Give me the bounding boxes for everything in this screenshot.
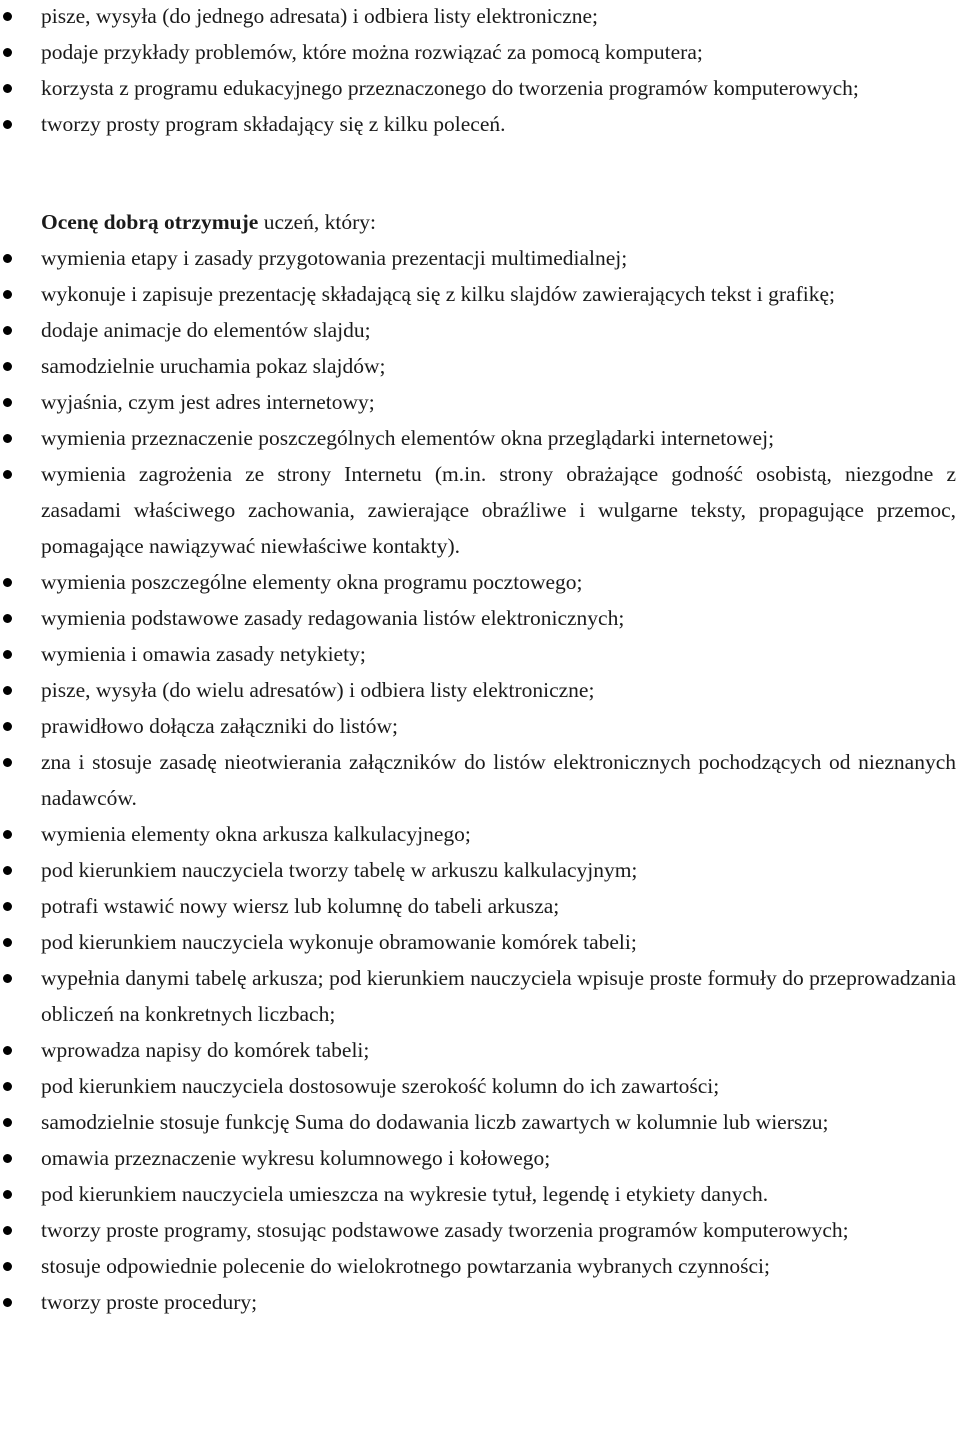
list-item-text: pod kierunkiem nauczyciela wykonuje obramowanie komórek tabeli; — [41, 930, 637, 954]
list-item-text: wypełnia danymi tabelę arkusza; pod kierunkiem nauczyciela wpisuje proste formuły do przeprowadzania obliczeń na konkretnych liczbach; — [41, 966, 956, 1026]
list-item-text: omawia przeznaczenie wykresu kolumnowego i kołowego; — [41, 1146, 551, 1170]
list-item — [0, 276, 960, 312]
list-item-text: wprowadza napisy do komórek tabeli; — [41, 1038, 370, 1062]
list-item — [0, 636, 960, 672]
list-item — [0, 708, 960, 744]
list-item-text: samodzielnie stosuje funkcję Suma do dodawania liczb zawartych w kolumnie lub wierszu; — [41, 1110, 829, 1134]
bullet-icon — [3, 434, 12, 443]
list-item — [0, 456, 960, 564]
list-item-text: pod kierunkiem nauczyciela umieszcza na wykresie tytuł, legendę i etykiety danych. — [41, 1182, 769, 1206]
bullet-icon — [3, 362, 12, 371]
bullet-icon — [3, 686, 12, 695]
list-item-text: pisze, wysyła (do wielu adresatów) i odbiera listy elektroniczne; — [41, 678, 595, 702]
list-item — [0, 1068, 960, 1104]
list-item-text: potrafi wstawić nowy wiersz lub kolumnę do tabeli arkusza; — [41, 894, 560, 918]
bullet-icon — [3, 1298, 12, 1307]
list-item-text: wyjaśnia, czym jest adres internetowy; — [41, 390, 375, 414]
bullet-icon — [3, 1046, 12, 1055]
bullet-icon — [3, 1082, 12, 1091]
list-item-text: zna i stosuje zasadę nieotwierania załączników do listów elektronicznych pochodzących od nieznanych nadawców. — [41, 750, 956, 810]
bullet-icon — [3, 866, 12, 875]
bullet-icon — [3, 326, 12, 335]
list-item — [0, 0, 960, 34]
list-item-text: wykonuje i zapisuje prezentację składającą się z kilku slajdów zawierających tekst i grafikę; — [41, 282, 835, 306]
bullet-icon — [3, 758, 12, 767]
bullet-icon — [3, 84, 12, 93]
grade-heading-rest: uczeń, który: — [258, 210, 376, 234]
list-item — [0, 1104, 960, 1140]
list-item — [0, 852, 960, 888]
list-item-text: wymienia poszczególne elementy okna programu pocztowego; — [41, 570, 583, 594]
list-item-text: wymienia i omawia zasady netykiety; — [41, 642, 366, 666]
bullet-icon — [3, 12, 12, 21]
list-item-text: wymienia zagrożenia ze strony Internetu (m.in. strony obrażające godność osobistą, niezgodne z zasadami właściwego zachowania, zawierające obraźliwe i wulgarne teksty, propagujące przemoc, pomagające nawiązywać niewłaściwe kontakty). — [41, 462, 956, 558]
list-item-text: pod kierunkiem nauczyciela dostosowuje szerokość kolumn do ich zawartości; — [41, 1074, 720, 1098]
list-item — [0, 924, 960, 960]
grade-heading — [41, 204, 376, 240]
list-item-text: stosuje odpowiednie polecenie do wielokrotnego powtarzania wybranych czynności; — [41, 1254, 770, 1278]
list-item-text: prawidłowo dołącza załączniki do listów; — [41, 714, 399, 738]
list-item — [0, 1212, 960, 1248]
list-item-text: korzysta z programu edukacyjnego przeznaczonego do tworzenia programów komputerowych; — [41, 76, 859, 100]
bullet-icon — [3, 722, 12, 731]
list-item-text: podaje przykłady problemów, które można rozwiązać za pomocą komputera; — [41, 40, 703, 64]
list-item-text: dodaje animacje do elementów slajdu; — [41, 318, 371, 342]
list-item — [0, 70, 960, 106]
list-item-text: samodzielnie uruchamia pokaz slajdów; — [41, 354, 386, 378]
requirements-bullet-list — [0, 240, 960, 1320]
bullet-icon — [3, 120, 12, 129]
list-item — [0, 240, 960, 276]
list-item — [0, 420, 960, 456]
bullet-icon — [3, 578, 12, 587]
top-bullet-list — [0, 0, 960, 142]
bullet-icon — [3, 48, 12, 57]
list-item — [0, 1032, 960, 1068]
bullet-icon — [3, 830, 12, 839]
list-item-text: pisze, wysyła (do jednego adresata) i odbiera listy elektroniczne; — [41, 4, 599, 28]
list-item-text: wymienia elementy okna arkusza kalkulacyjnego; — [41, 822, 471, 846]
list-item-text: tworzy proste procedury; — [41, 1290, 258, 1314]
bullet-icon — [3, 614, 12, 623]
list-item-text: pod kierunkiem nauczyciela tworzy tabelę w arkuszu kalkulacyjnym; — [41, 858, 638, 882]
list-item — [0, 348, 960, 384]
list-item — [0, 1140, 960, 1176]
list-item-text: wymienia podstawowe zasady redagowania listów elektronicznych; — [41, 606, 625, 630]
list-item — [0, 1284, 960, 1320]
bullet-icon — [3, 902, 12, 911]
bullet-icon — [3, 1226, 12, 1235]
bullet-icon — [3, 470, 12, 479]
list-item-text: tworzy proste programy, stosując podstawowe zasady tworzenia programów komputerowych; — [41, 1218, 849, 1242]
list-item — [0, 384, 960, 420]
list-item-text: wymienia etapy i zasady przygotowania prezentacji multimedialnej; — [41, 246, 628, 270]
list-item-text: wymienia przeznaczenie poszczególnych elementów okna przeglądarki internetowej; — [41, 426, 775, 450]
bullet-icon — [3, 290, 12, 299]
list-item — [0, 816, 960, 852]
list-item — [0, 564, 960, 600]
bullet-icon — [3, 1154, 12, 1163]
grade-heading-bold: Ocenę dobrą otrzymuje — [41, 210, 259, 234]
bullet-icon — [3, 398, 12, 407]
list-item-text: tworzy prosty program składający się z kilku poleceń. — [41, 112, 506, 136]
bullet-icon — [3, 974, 12, 983]
list-item — [0, 1248, 960, 1284]
list-item — [0, 672, 960, 708]
bullet-icon — [3, 1190, 12, 1199]
list-item — [0, 106, 960, 142]
list-item — [0, 34, 960, 70]
list-item — [0, 1176, 960, 1212]
bullet-icon — [3, 1262, 12, 1271]
list-item — [0, 312, 960, 348]
list-item — [0, 960, 960, 1032]
bullet-icon — [3, 254, 12, 263]
list-item — [0, 600, 960, 636]
bullet-icon — [3, 938, 12, 947]
list-item — [0, 744, 960, 816]
list-item — [0, 888, 960, 924]
bullet-icon — [3, 1118, 12, 1127]
bullet-icon — [3, 650, 12, 659]
